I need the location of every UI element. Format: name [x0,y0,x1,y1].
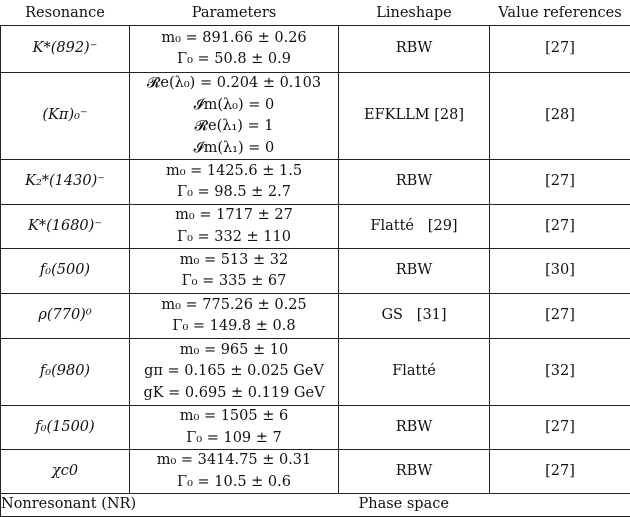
table-row [1,160,630,205]
resonance-cell: K*(892)⁻ [1,26,130,73]
parameters-cell [130,450,339,494]
parameters-cell [130,205,339,249]
resonance-cell: ρ(770)⁰ [1,294,130,339]
table-row [1,406,630,450]
lineshape-cell: Flatté [339,339,490,406]
resonance-cell: f₀(500) [1,249,130,294]
resonance-cell: f₀(980) [1,339,130,406]
reference-cell: [27] [490,450,630,494]
parameter-line: m₀ = 891.66 ± 0.26 [130,28,338,50]
table-row [1,450,630,494]
parameter-line: Γ₀ = 149.8 ± 0.8 [130,316,338,338]
parameter-line: Γ₀ = 50.8 ± 0.9 [130,49,338,71]
nonresonant-label: Nonresonant (NR) [1,494,130,517]
reference-cell: [27] [490,294,630,339]
reference-cell: [27] [490,205,630,249]
nonresonant-lineshape: Phase space [130,494,630,517]
parameter-line: Γ₀ = 335 ± 67 [130,271,338,293]
lineshape-cell: GS [31] [339,294,490,339]
parameter-line: m₀ = 1717 ± 27 [130,205,338,227]
parameter-line: Γ₀ = 10.5 ± 0.6 [130,472,338,494]
parameters-cell [130,294,339,339]
lineshape-cell: RBW [339,450,490,494]
parameter-line: 𝓘m(λ₁) = 0 [130,138,338,160]
header-references: Value references [490,0,630,26]
header-parameters: Parameters [130,0,339,26]
header-row [1,0,630,26]
reference-cell: [28] [490,73,630,160]
table-row [1,294,630,339]
reference-cell: [27] [490,26,630,73]
parameter-line: m₀ = 775.26 ± 0.25 [130,295,338,317]
lineshape-cell: Flatté [29] [339,205,490,249]
table-row [1,73,630,160]
resonance-cell: K₂*(1430)⁻ [1,160,130,205]
lineshape-cell: RBW [339,26,490,73]
table-body [1,26,630,517]
parameter-line: 𝓡e(λ₁) = 1 [130,116,338,138]
resonance-cell: f₀(1500) [1,406,130,450]
lineshape-cell: RBW [339,406,490,450]
parameter-line: 𝓡e(λ₀) = 0.204 ± 0.103 [130,73,338,95]
parameter-line: Γ₀ = 109 ± 7 [130,428,338,450]
nonresonant-row [1,494,630,517]
reference-cell: [30] [490,249,630,294]
parameter-line: m₀ = 965 ± 10 [130,340,338,362]
header-lineshape: Lineshape [339,0,490,26]
parameters-cell [130,73,339,160]
parameter-line: m₀ = 3414.75 ± 0.31 [130,450,338,472]
parameter-line: gπ = 0.165 ± 0.025 GeV [130,361,338,383]
parameter-line: gK = 0.695 ± 0.119 GeV [130,383,338,405]
parameter-line: m₀ = 1425.6 ± 1.5 [130,161,338,183]
parameters-cell [130,406,339,450]
header-resonance: Resonance [1,0,130,26]
reference-cell: [27] [490,406,630,450]
parameter-line: m₀ = 513 ± 32 [130,250,338,272]
table-row [1,205,630,249]
lineshape-cell: RBW [339,249,490,294]
table-row [1,249,630,294]
parameters-cell [130,160,339,205]
table-row [1,339,630,406]
parameter-line: m₀ = 1505 ± 6 [130,406,338,428]
resonance-cell: K*(1680)⁻ [1,205,130,249]
parameter-line: Γ₀ = 98.5 ± 2.7 [130,182,338,204]
lineshape-cell: EFKLLM [28] [339,73,490,160]
lineshape-cell: RBW [339,160,490,205]
parameters-cell [130,249,339,294]
parameter-line: 𝓘m(λ₀) = 0 [130,95,338,117]
parameters-cell [130,26,339,73]
resonance-cell: (Kπ)₀⁻ [1,73,130,160]
reference-cell: [32] [490,339,630,406]
parameter-line: Γ₀ = 332 ± 110 [130,227,338,249]
resonance-cell: χc0 [1,450,130,494]
reference-cell: [27] [490,160,630,205]
parameters-cell [130,339,339,406]
table-row [1,26,630,73]
